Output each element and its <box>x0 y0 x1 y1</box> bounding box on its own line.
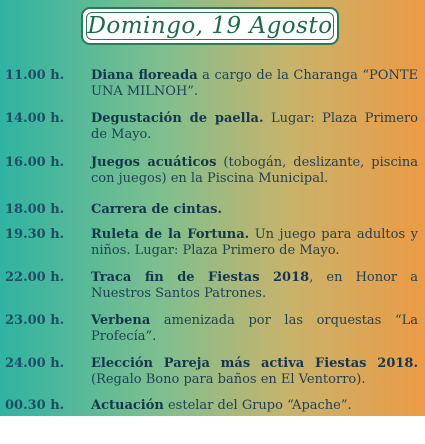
event-description <box>91 202 418 218</box>
event-description <box>91 68 418 100</box>
day-title: Domingo, 19 Agosto <box>87 13 333 39</box>
event-name: Carrera de cintas. <box>91 202 223 217</box>
event-time: 18.00 h. <box>5 202 65 217</box>
event-description <box>91 356 418 388</box>
event-details: Un juego para adultos y niños. Lugar: Plaza Primero de Mayo. <box>91 227 418 258</box>
event-details: (tobogán, deslizante, piscina con juegos) en la Piscina Municipal. <box>91 155 419 186</box>
day-title-box <box>81 7 339 45</box>
event-description <box>91 313 418 345</box>
event-time: 11.00 h. <box>5 68 65 83</box>
event-details: , en Honor a Nuestros Santos Patrones. <box>91 270 418 301</box>
event-description <box>91 111 418 143</box>
event-details: Lugar: Plaza Primero de Mayo. <box>91 111 418 142</box>
event-description <box>91 270 418 302</box>
event-details: amenizada por las orquestas “La Profecía”. <box>91 313 418 344</box>
event-time: 19.30 h. <box>5 227 65 242</box>
event-name: Actuación <box>91 398 164 413</box>
event-description <box>91 155 418 187</box>
event-details: estelar del Grupo “Apache”. <box>163 398 352 413</box>
event-name: Elección Pareja más activa Fiestas 2018. <box>91 356 418 371</box>
event-time: 00.30 h. <box>5 398 65 413</box>
event-name: Traca fin de Fiestas 2018 <box>91 270 310 285</box>
event-name: Degustación de paella. <box>91 111 264 126</box>
event-details: a cargo de la Charanga “PONTE UNA MILNOH”. <box>91 68 418 99</box>
event-name: Ruleta de la Fortuna. <box>91 227 250 242</box>
event-name: Juegos acuáticos <box>91 155 217 170</box>
event-time: 22.00 h. <box>5 270 65 285</box>
event-name: Diana floreada <box>91 68 198 83</box>
event-time: 14.00 h. <box>5 111 65 126</box>
event-description <box>91 398 418 414</box>
event-time: 23.00 h. <box>5 313 65 328</box>
event-time: 24.00 h. <box>5 356 65 371</box>
event-details: (Regalo Bono para baños en El Ventorro). <box>91 372 366 387</box>
event-description <box>91 227 418 259</box>
event-name: Verbena <box>91 313 151 328</box>
event-time: 16.00 h. <box>5 155 65 170</box>
